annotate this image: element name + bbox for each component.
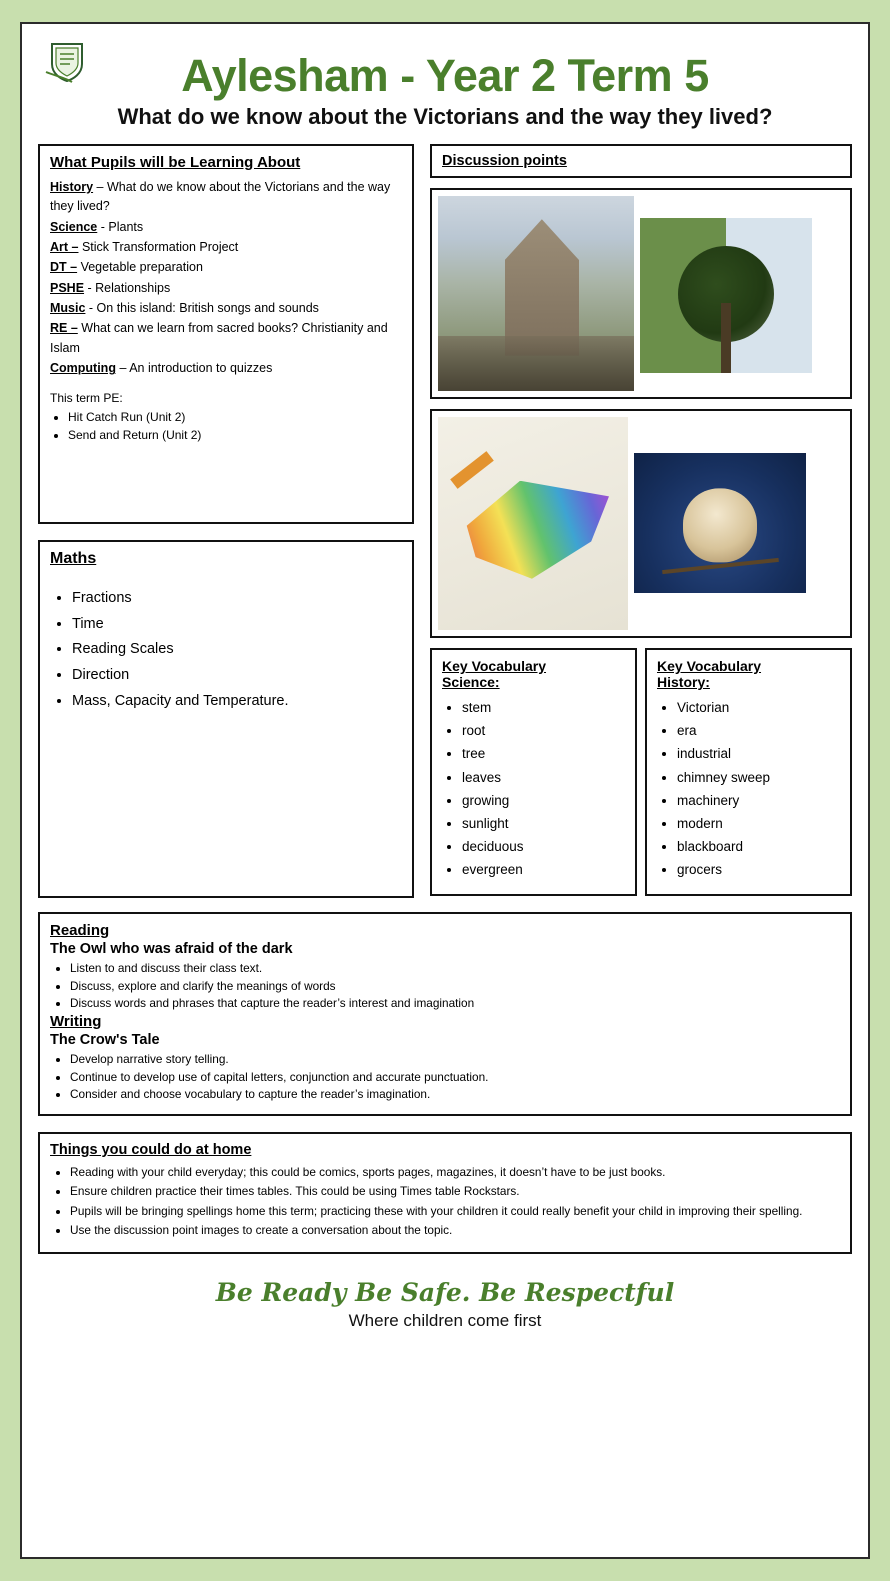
right-column [430, 144, 852, 896]
writing-list [50, 1051, 840, 1104]
list-item: • sunlight [462, 812, 625, 835]
tree-four-seasons-photo-image [640, 218, 812, 373]
list-item: • Reading Scales [72, 637, 402, 663]
list-item: • Fractions [72, 586, 402, 612]
school-tagline: Where children come first [348, 1310, 542, 1330]
subject-re: RE – What can we learn from sacred books? Christianity and Islam [50, 321, 388, 355]
poster-sheet [20, 22, 870, 1559]
list-item: • growing [462, 789, 625, 812]
reading-title: The Owl who was afraid of the dark [50, 940, 293, 957]
image-row-bottom [438, 417, 844, 630]
list-item: • grocers [677, 858, 840, 881]
home-activities-box [38, 1132, 852, 1254]
subject-art: Art – Stick Transformation Project [50, 239, 239, 254]
discussion-images-bottom [430, 409, 852, 638]
discussion-images-top [430, 188, 852, 399]
image-row-top [438, 196, 844, 391]
list-item: • Send and Return (Unit 2) [68, 426, 402, 445]
list-item: • Ensure children practice their times tables. This could be using Times table Rockstars. [70, 1183, 840, 1200]
school-crest-icon [44, 38, 90, 84]
maths-box [38, 540, 414, 898]
pe-heading: This term PE: [50, 390, 123, 405]
list-item: • leaves [462, 766, 625, 789]
list-item: • Reading with your child everyday; this could be comics, sports pages, magazines, it doesn’t have to be just books. [70, 1164, 840, 1181]
baby-owl-illustration-image [634, 453, 806, 593]
subject-science: Science - Plants [50, 219, 144, 234]
list-item: • root [462, 719, 625, 742]
victorian-street-painting-image [438, 196, 634, 391]
maths-list [50, 586, 402, 715]
school-motto: Be Ready Be Safe. Be Respectful [215, 1277, 675, 1307]
bird-wing-shape [461, 481, 609, 579]
list-item: • industrial [677, 742, 840, 765]
vocab-history-subheading: History: [657, 673, 710, 690]
list-item: • era [677, 719, 840, 742]
maths-heading: Maths [50, 549, 97, 567]
list-item: • Pupils will be bringing spellings home this term; practicing these with your children it could really benefit your child in improving their spelling. [70, 1203, 840, 1220]
subject-music: Music - On this island: British songs and sounds [50, 301, 319, 316]
writing-title: The Crow's Tale [50, 1031, 160, 1048]
vocab-history-heading: Key Vocabulary [657, 657, 762, 674]
vocab-science-subheading: Science: [442, 673, 500, 690]
writing-heading: Writing [50, 1012, 102, 1030]
subject-list [50, 178, 402, 379]
discussion-points-box [430, 144, 852, 178]
list-item: • blackboard [677, 835, 840, 858]
list-item: • modern [677, 812, 840, 835]
page-title: Aylesham - Year 2 Term 5 [181, 50, 709, 101]
vocabulary-science-box [430, 648, 637, 896]
list-item: • tree [462, 742, 625, 765]
main-columns [38, 144, 852, 898]
home-heading: Things you could do at home [50, 1141, 252, 1158]
list-item: • machinery [677, 789, 840, 812]
list-item: • Direction [72, 663, 402, 689]
home-list [50, 1164, 840, 1240]
list-item: • Develop narrative story telling. [70, 1051, 840, 1069]
list-item: • stem [462, 696, 625, 719]
subject-history: History – What do we know about the Victorians and the way they lived? [50, 179, 391, 214]
learning-heading: What Pupils will be Learning About [50, 153, 301, 171]
subject-dt: DT – Vegetable preparation [50, 260, 203, 275]
learning-box [38, 144, 414, 524]
bird-beak-shape [451, 451, 495, 489]
reading-heading: Reading [50, 921, 110, 939]
list-item: • Consider and choose vocabulary to capture the reader’s imagination. [70, 1086, 840, 1104]
vocabulary-row [430, 648, 852, 896]
pe-list [50, 408, 402, 445]
left-column [38, 144, 414, 898]
list-item: • Victorian [677, 696, 840, 719]
list-item: • Listen to and discuss their class text. [70, 960, 840, 978]
page-subtitle: What do we know about the Victorians and the way they lived? [117, 104, 773, 130]
list-item: • Discuss words and phrases that capture the reader’s interest and imagination [70, 995, 840, 1013]
reading-writing-box [38, 912, 852, 1116]
subject-computing: Computing – An introduction to quizzes [50, 361, 273, 376]
vocab-science-list [442, 696, 625, 882]
list-item: • Discuss, explore and clarify the meanings of words [70, 978, 840, 996]
list-item: • chimney sweep [677, 766, 840, 789]
list-item: • Time [72, 612, 402, 638]
vocabulary-history-box [645, 648, 852, 896]
list-item: • evergreen [462, 858, 625, 881]
list-item: • Use the discussion point images to create a conversation about the topic. [70, 1222, 840, 1239]
list-item: • Hit Catch Run (Unit 2) [68, 408, 402, 427]
vocab-history-list [657, 696, 840, 882]
list-item: • deciduous [462, 835, 625, 858]
list-item: • Mass, Capacity and Temperature. [72, 689, 402, 715]
colourful-bird-artwork-image [438, 417, 628, 630]
vocab-science-heading: Key Vocabulary [442, 657, 547, 674]
discussion-points-heading: Discussion points [442, 152, 567, 169]
subject-pshe: PSHE - Relationships [50, 280, 171, 295]
list-item: • Continue to develop use of capital letters, conjunction and accurate punctuation. [70, 1069, 840, 1087]
reading-list [50, 960, 840, 1013]
